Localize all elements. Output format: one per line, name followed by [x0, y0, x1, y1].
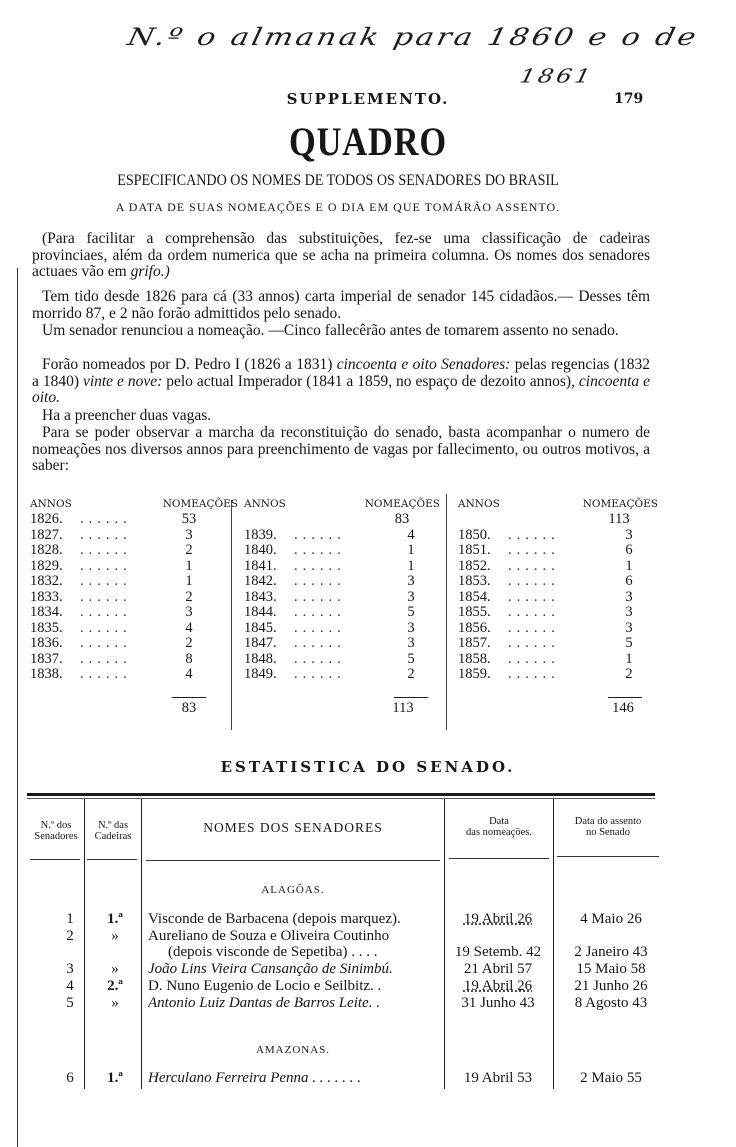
sum-rule	[172, 697, 206, 698]
province-heading: AMAZONAS.	[255, 1044, 331, 1056]
left-margin-rule	[17, 268, 18, 1147]
header-num-cadeiras: N.º das Cadeiras	[94, 820, 132, 842]
column-divider	[231, 500, 232, 730]
year-table-column-2: ANNOS NOMEAÇÕES 83 1839. ...... 4 1840. ...... 1 1841. ...... 1 1842. ...... 3 1843. ...... 3 1844. ...... 5 1845. ...... 3 1847. ...... 3 1848. ...... 5 1849. ...... 2 113	[244, 498, 440, 716]
intro-paragraph-1: (Para facilitar a comprehensão das substituições, fez-se uma classificação de cadeiras provinciaes, além da ordem numerica que se acha na primeira columna. Os nomes dos senadores actuaes vão em grifo.)	[32, 230, 650, 280]
italic-text: grifo.)	[130, 263, 170, 280]
section-title: ESTATISTICA DO SENADO.	[220, 758, 516, 776]
column-divider	[446, 494, 447, 730]
page-subtitle: ESPECIFICANDO OS NOMES DE TODOS OS SENADORES DO BRASIL	[117, 172, 559, 189]
header-num-senadores: N.º dos Senadores	[34, 820, 78, 842]
page-subtitle-2: A DATA DE SUAS NOMEAÇÕES E O DIA EM QUE TOMÁRÃO ASSENTO.	[115, 200, 561, 214]
header-annos: ANNOS	[244, 498, 286, 510]
running-title: SUPPLEMENTO.	[286, 90, 450, 108]
carry-over: 113	[608, 511, 630, 527]
header-annos: ANNOS	[30, 498, 72, 510]
table-row: 3 » João Lins Vieira Cansanção de Sinimbú. 21 Abril 57 15 Maio 58	[66, 961, 646, 977]
carry-over: 83	[394, 511, 410, 527]
header-rule	[449, 858, 549, 859]
column-total: 146	[612, 700, 634, 716]
header-nomeacoes: NOMEAÇÕES	[582, 498, 658, 510]
intro-paragraph-5: Ha a preencher duas vagas.	[42, 407, 212, 424]
page-title: QUADRO	[288, 119, 448, 164]
header-data-nomeacao: Data das nomeações.	[466, 816, 532, 838]
intro-paragraph-4: Forão nomeados por D. Pedro I (1826 a 1831) cincoenta e oito Senadores: pelas regencias (1832 a 1840) vinte e nove: pelo actual Imperador (1841 a 1859, no espaço de dezoito annos), cincoenta e oito.	[32, 356, 651, 406]
header-data-assento: Data do assento no Senado	[574, 816, 642, 838]
table-row: 5 » Antonio Luiz Dantas de Barros Leite. . 31 Junho 43 8 Agosto 43	[66, 995, 648, 1011]
header-rule	[146, 860, 440, 861]
intro-paragraph-2: Tem tido desde 1826 para cá (33 annos) carta imperial de senador 145 cidadãos.— Desses têm morrido 87, e 2 não forão admittidos pelo senado.	[32, 288, 650, 322]
header-nomes: NOMES DOS SENADORES	[203, 820, 383, 835]
handwritten-note-line1: N.º o almanak para 1860 e o de	[125, 23, 702, 52]
province-heading: ALAGÔAS.	[261, 884, 325, 896]
column-total: 83	[181, 700, 197, 716]
intro-paragraph-6: Para se poder observar a marcha da reconstituição do senado, basta acompanhar o numero de nomeações nos diversos annos para preenchimento de vagas por fallecimento, ou outros motivos, a saber:	[32, 424, 650, 474]
header-rule	[30, 859, 80, 860]
sum-rule	[394, 697, 428, 698]
table-top-rule	[27, 793, 655, 796]
header-nomeacoes: NOMEAÇÕES	[364, 498, 440, 510]
year-table-column-3: ANNOS NOMEAÇÕES 113 1850. ...... 3 1851. ...... 6 1852. ...... 1 1853. ...... 6 1854. ...... 3 1855. ...... 3 1856. ...... 3 1857. ...... 5 1858. ...... 1 1859. ...... 2 146	[458, 498, 658, 716]
table-row-continuation: (depois visconde de Sepetiba) . . . . 19 Setemb. 42 2 Janeiro 43	[168, 944, 648, 960]
table-row: 1 1.ª Visconde de Barbacena (depois marquez). 19 Abril 26 4 Maio 26	[66, 911, 642, 927]
header-rule	[87, 859, 137, 860]
header-rule	[557, 856, 659, 857]
table-row: 4 2.ª D. Nuno Eugenio de Locio e Seilbitz. . 19 Abril 26 21 Junho 26	[66, 978, 648, 994]
table-row: 2 » Aureliano de Souza e Oliveira Coutinho	[66, 928, 390, 944]
handwritten-note-line2: 1861	[517, 64, 596, 88]
table-top-rule-thin	[27, 798, 655, 799]
page-number: 179	[614, 91, 644, 107]
sum-rule	[608, 697, 642, 698]
column-total: 113	[392, 700, 414, 716]
header-annos: ANNOS	[458, 498, 500, 510]
intro-paragraph-3: Um senador renunciou a nomeação. —Cinco fallecêrão antes de tomarem assento no senado.	[42, 322, 619, 339]
header-nomeacoes: NOMEAÇÕES	[162, 498, 238, 510]
table-row: 6 1.ª Herculano Ferreira Penna . . . . . . . 19 Abril 53 2 Maio 55	[66, 1070, 642, 1086]
year-table-column-1: ANNOS NOMEAÇÕES 1826. ...... 53 1827. ...... 3 1828. ...... 2 1829. ...... 1 1832. ...... 1 1833. ...... 2 1834. ...... 3 1835. ...... 4 1836. ...... 2 1837. ...... 8 1838. ...... 4 83	[30, 498, 238, 716]
